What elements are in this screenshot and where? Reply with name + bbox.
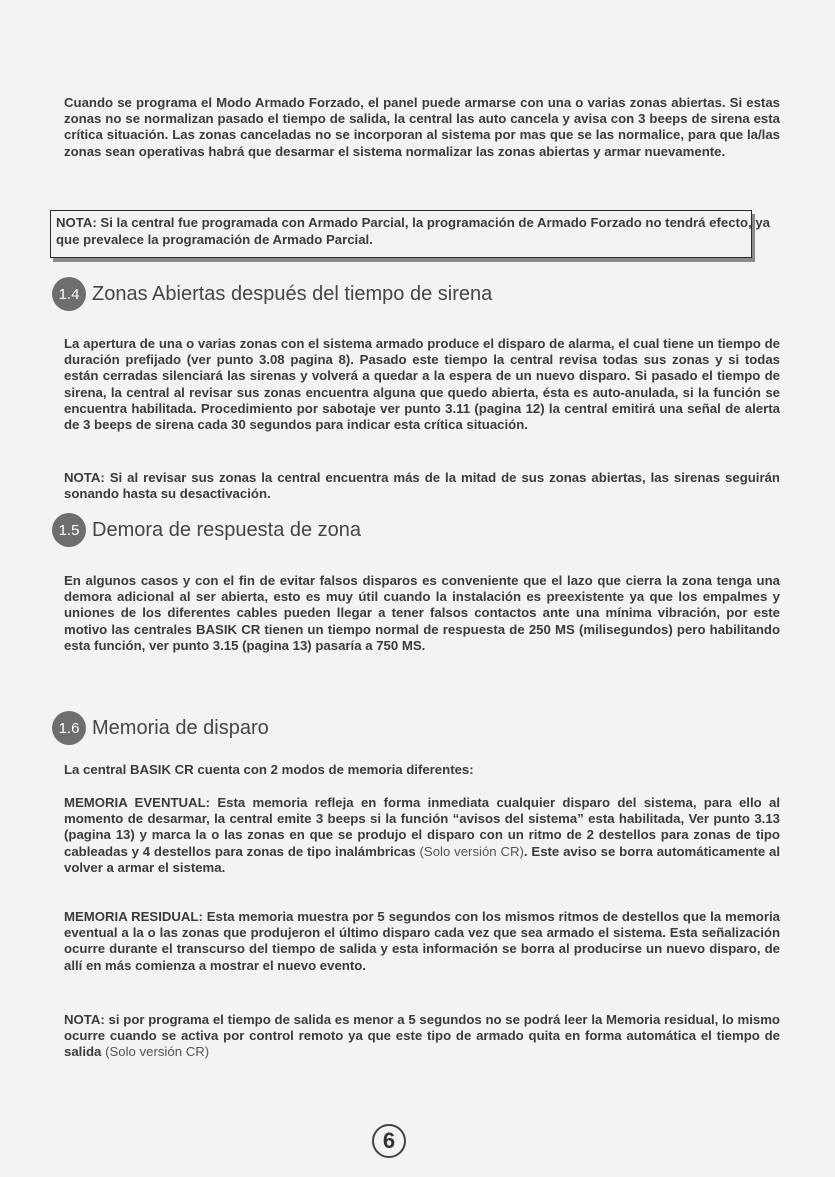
section-1-4-heading (52, 278, 492, 310)
nota-box-text: NOTA: Si la central fue programada con Armado Parcial, la programación de Armado Forzado no tendrá efecto, ya que prevalece la programación de Armado Parcial. (56, 215, 770, 247)
section-title: Demora de respuesta de zona (92, 518, 362, 541)
page-number: 6 (372, 1124, 406, 1158)
solo-version-cr-note: (Solo versión CR) (105, 1044, 210, 1060)
section-1-4-nota: NOTA: Si al revisar sus zonas la central encuentra más de la mitad de sus zonas abiertas, las sirenas seguirán sonando hasta su desactivación. (64, 470, 780, 502)
memoria-residual-paragraph: MEMORIA RESIDUAL: Esta memoria muestra por 5 segundos con los mismos ritmos de destellos que la memoria eventual a la o las zonas que produjeron el último disparo cada vez que sea armado el sistema. Esta señalización ocurre durante el transcurso del tiempo de salida y esta información se borra al producirse un nuevo disparo, de allí en más comienza a mostrar el nuevo evento. (64, 909, 780, 973)
section-title: Memoria de disparo (92, 716, 269, 739)
memoria-eventual-tail: . Este aviso se borra automáticamente al volver a armar el sistema. (64, 843, 780, 875)
nota-box (50, 210, 770, 258)
section-number-badge: 1.5 (52, 513, 86, 547)
section-1-6-nota (64, 1012, 780, 1061)
section-1-4-body: La apertura de una o varias zonas con el sistema armado produce el disparo de alarma, el cual tiene un tiempo de duración prefijado (ver punto 3.08 pagina 8). Pasado este tiempo la central revisa todas sus zonas y si todas están cerradas silenciará las sirenas y volverá a quedar a la espera de un nuevo disparo. Si pasado el tiempo de sirena, la central al revisar sus zonas encuentra alguna que quedo abierta, ésta es auto-anulada, si la función se encuentra habilitada. Procedimiento por sabotaje ver punto 3.11 (pagina 12) la central emitirá una señal de alerta de 3 beeps de sirena cada 30 segundos para indicar esta crítica situación. (64, 336, 780, 433)
solo-version-cr-note: (Solo versión CR) (419, 843, 524, 859)
section-1-5-heading (52, 514, 361, 546)
memoria-eventual-text: MEMORIA EVENTUAL: Esta memoria refleja en forma inmediata cualquier disparo del sistema, para ello al momento de desarmar, la central emite 3 beeps si la función “avisos del sistema” esta habilitada, Ver punto 3.13 (pagina 13) y marca la o las zonas en que se produjo el disparo con un ritmo de 2 destellos para zonas de tipo cableadas y 4 destellos para zonas de tipo inalámbricas (64, 795, 780, 859)
section-1-5-body: En algunos casos y con el fin de evitar falsos disparos es conveniente que el lazo que cierra la zona tenga una demora adicional al ser abierta, esto es muy útil cuando la instalación es preexistente ya que los empalmes y uniones de los diferentes cables pueden llegar a tener falsos contactos ante una mínima vibración, por este motivo las centrales BASIK CR tienen un tiempo normal de respuesta de 250 MS (milisegundos) pero habilitando esta función, ver punto 3.15 (pagina 13) pasaría a 750 MS. (64, 573, 780, 653)
memoria-eventual-paragraph (64, 795, 780, 876)
section-number-badge: 1.4 (52, 277, 86, 311)
section-1-6-heading (52, 712, 269, 744)
section-number-badge: 1.6 (52, 711, 86, 745)
intro-paragraph: Cuando se programa el Modo Armado Forzado, el panel puede armarse con una o varias zonas abiertas. Si estas zonas no se normalizan pasado el tiempo de salida, la central las auto cancela y avisa con 3 beeps de sirena esta crítica situación. Las zonas canceladas no se incorporan al sistema por mas que se las normalice, para que la/las zonas sean operativas habrá que desarmar el sistema normalizar las zonas abiertas y armar nuevamente. (64, 95, 780, 159)
section-1-6-nota-text: NOTA: si por programa el tiempo de salida es menor a 5 segundos no se podrá leer la Memoria residual, lo mismo ocurre cuando se activa por control remoto ya que este tipo de armado quita en forma automática el tiempo de salida (64, 1012, 780, 1060)
section-1-6-intro: La central BASIK CR cuenta con 2 modos de memoria diferentes: (64, 762, 474, 777)
section-title: Zonas Abiertas después del tiempo de sirena (92, 282, 493, 305)
